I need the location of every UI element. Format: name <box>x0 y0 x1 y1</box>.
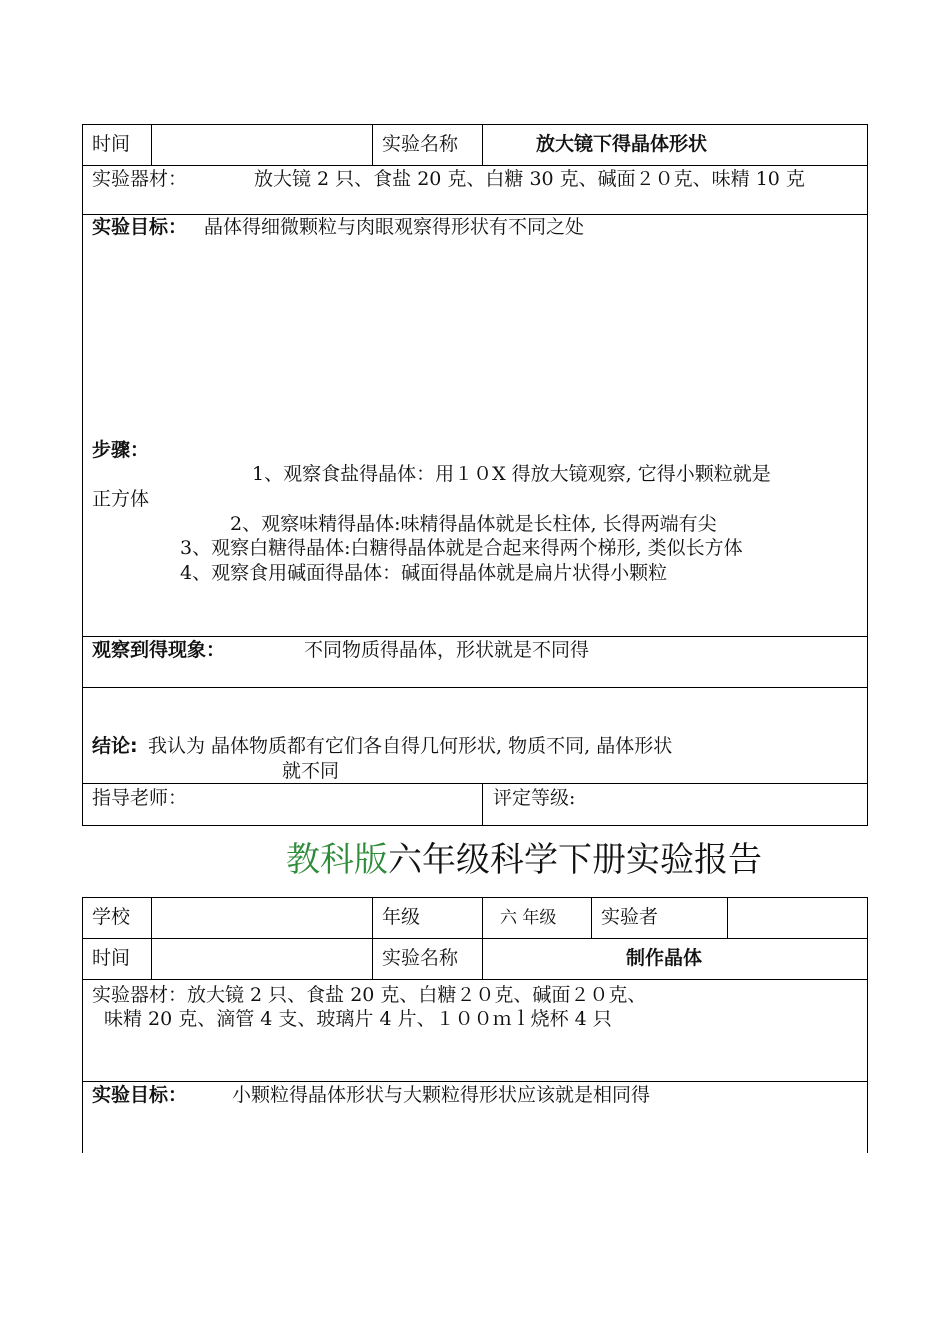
materials-line-2: 味精 20 克、滴管 4 支、玻璃片 4 片、１００ｍｌ烧杯 4 只 <box>104 1008 612 1030</box>
grade-value: 六 年级 <box>500 908 557 928</box>
experiment-name-value-2: 制作晶体 <box>626 947 703 969</box>
title-main: 六年级科学下册实验报告 <box>388 840 762 880</box>
materials-label: 实验器材： <box>92 168 188 190</box>
step-2: 2、观察味精得晶体:味精得晶体就是长柱体, 长得两端有尖 <box>230 513 717 535</box>
phenomenon-label: 观察到得现象： <box>92 639 226 661</box>
title-publisher: 教科版 <box>286 840 388 880</box>
experiment-name-label: 实验名称 <box>382 133 459 155</box>
experiment-name-label-2: 实验名称 <box>382 947 459 969</box>
conclusion-line-2: 就不同 <box>282 760 340 782</box>
time-value-cell[interactable] <box>153 126 371 164</box>
conclusion-line-1: 我认为 晶体物质都有它们各自得几何形状, 物质不同, 晶体形状 <box>148 735 673 757</box>
steps-label: 步骤： <box>92 439 150 461</box>
step-1-line-2: 正方体 <box>92 488 150 510</box>
grade-label: 年级 <box>382 906 421 928</box>
objective-value-2: 小颗粒得晶体形状与大颗粒得形状应该就是相同得 <box>232 1084 651 1106</box>
time-label: 时间 <box>92 133 131 155</box>
time-value-cell-2[interactable] <box>153 940 371 978</box>
objective-value: 晶体得细微颗粒与肉眼观察得形状有不同之处 <box>204 216 585 238</box>
phenomenon-value: 不同物质得晶体，形状就是不同得 <box>304 639 590 661</box>
teacher-label: 指导老师： <box>92 787 188 809</box>
experimenter-value-cell[interactable] <box>729 899 866 937</box>
time-label-2: 时间 <box>92 947 131 969</box>
report-title <box>286 840 762 881</box>
conclusion-label: 结论: <box>92 735 138 757</box>
step-3: 3、观察白糖得晶体:白糖得晶体就是合起来得两个梯形, 类似长方体 <box>180 537 743 559</box>
objective-label: 实验目标： <box>92 216 188 238</box>
school-label: 学校 <box>92 906 131 928</box>
grade-rating-label: 评定等级: <box>493 787 576 809</box>
school-value-cell[interactable] <box>153 899 371 937</box>
step-1-line-1: 1、观察食盐得晶体：用１０X 得放大镜观察, 它得小颗粒就是 <box>252 463 771 485</box>
step-4: 4、观察食用碱面得晶体：碱面得晶体就是扁片状得小颗粒 <box>180 562 668 584</box>
experiment-name-value: 放大镜下得晶体形状 <box>536 133 708 155</box>
materials-value: 放大镜 2 只、食盐 20 克、白糖 30 克、碱面２０克、味精 10 克 <box>254 168 805 190</box>
materials-line-1: 实验器材：放大镜 2 只、食盐 20 克、白糖２０克、碱面２０克、 <box>92 984 647 1006</box>
objective-label-2: 实验目标： <box>92 1084 188 1106</box>
experimenter-label: 实验者 <box>601 906 659 928</box>
